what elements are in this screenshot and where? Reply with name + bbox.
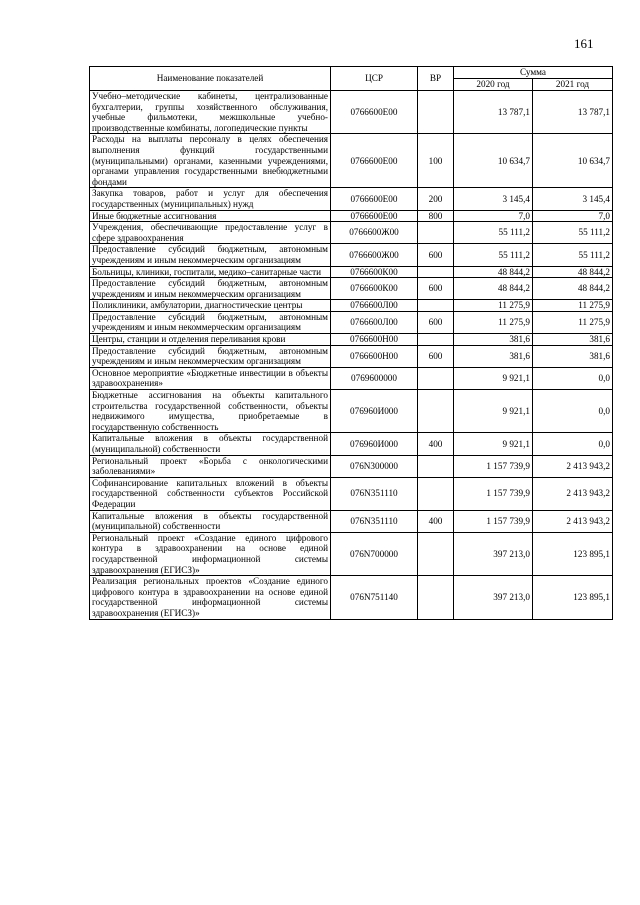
table-row <box>90 188 613 210</box>
row-csr: 076960И000 <box>331 433 418 455</box>
row-vr <box>418 390 454 433</box>
row-value-2020: 9 921,1 <box>454 367 533 389</box>
table-row <box>90 532 613 575</box>
row-value-2020: 48 844,2 <box>454 278 533 300</box>
row-name: Региональный проект «Борьба с онкологическими заболеваниями» <box>90 455 331 477</box>
row-vr: 600 <box>418 345 454 367</box>
row-name: Капитальные вложения в объекты государственной (муниципальной) собственности <box>90 433 331 455</box>
row-csr: 0769600000 <box>331 367 418 389</box>
row-csr: 076N351110 <box>331 510 418 532</box>
row-vr: 400 <box>418 433 454 455</box>
table-row <box>90 300 613 312</box>
row-value-2021: 381,6 <box>533 334 613 346</box>
row-name: Учреждения, обеспечивающие предоставление услуг в сфере здравоохранения <box>90 222 331 244</box>
row-csr: 0766600Н00 <box>331 345 418 367</box>
row-name: Больницы, клиники, госпитали, медико–санитарные части <box>90 266 331 278</box>
row-value-2021: 123 895,1 <box>533 532 613 575</box>
row-vr: 400 <box>418 510 454 532</box>
row-csr: 0766600Л00 <box>331 300 418 312</box>
row-value-2020: 55 111,2 <box>454 222 533 244</box>
table-row <box>90 367 613 389</box>
table-body <box>90 91 613 620</box>
header-csr: ЦСР <box>331 67 418 91</box>
row-name: Предоставление субсидий бюджетным, автономным учреждениям и иным некоммерческим организациям <box>90 278 331 300</box>
row-value-2020: 10 634,7 <box>454 134 533 188</box>
row-value-2021: 55 111,2 <box>533 244 613 266</box>
budget-table <box>89 66 613 620</box>
row-value-2020: 11 275,9 <box>454 300 533 312</box>
row-csr: 0766600Е00 <box>331 210 418 222</box>
row-vr: 100 <box>418 134 454 188</box>
row-vr <box>418 222 454 244</box>
row-name: Поликлиники, амбулатории, диагностические центры <box>90 300 331 312</box>
row-csr: 0766600К00 <box>331 266 418 278</box>
table-row <box>90 134 613 188</box>
row-value-2020: 397 213,0 <box>454 532 533 575</box>
row-csr: 0766600Е00 <box>331 91 418 134</box>
row-vr: 600 <box>418 311 454 333</box>
row-value-2021: 48 844,2 <box>533 266 613 278</box>
row-value-2020: 9 921,1 <box>454 433 533 455</box>
row-vr <box>418 477 454 510</box>
row-csr: 0766600Е00 <box>331 134 418 188</box>
row-value-2020: 11 275,9 <box>454 311 533 333</box>
row-csr: 0766600Е00 <box>331 188 418 210</box>
row-value-2020: 13 787,1 <box>454 91 533 134</box>
row-value-2021: 13 787,1 <box>533 91 613 134</box>
row-name: Предоставление субсидий бюджетным, автономным учреждениям и иным некоммерческим организациям <box>90 345 331 367</box>
row-value-2020: 381,6 <box>454 334 533 346</box>
row-name: Учебно–методические кабинеты, централизованные бухгалтерии, группы хозяйственного обслуживания, учебные фильмотеки, межшкольные учебно-производственные комбинаты, логопедические пункты <box>90 91 331 134</box>
row-csr: 0766600Ж00 <box>331 244 418 266</box>
row-vr <box>418 367 454 389</box>
row-name: Расходы на выплаты персоналу в целях обеспечения выполнения функций государственными (муниципальными) органами, казенными учреждениями, органами управления государственными внебюджетными фондами <box>90 134 331 188</box>
header-year-2020: 2020 год <box>454 79 533 91</box>
row-value-2021: 3 145,4 <box>533 188 613 210</box>
row-value-2020: 48 844,2 <box>454 266 533 278</box>
row-value-2021: 0,0 <box>533 367 613 389</box>
table-row <box>90 390 613 433</box>
row-csr: 076960И000 <box>331 390 418 433</box>
row-vr <box>418 334 454 346</box>
header-vr: ВР <box>418 67 454 91</box>
row-vr: 600 <box>418 278 454 300</box>
row-name: Капитальные вложения в объекты государственной (муниципальной) собственности <box>90 510 331 532</box>
row-csr: 076N300000 <box>331 455 418 477</box>
row-csr: 0766600Н00 <box>331 334 418 346</box>
row-name: Закупка товаров, работ и услуг для обеспечения государственных (муниципальных) нужд <box>90 188 331 210</box>
row-csr: 0766600К00 <box>331 278 418 300</box>
row-csr: 076N351110 <box>331 477 418 510</box>
row-value-2021: 48 844,2 <box>533 278 613 300</box>
table-row <box>90 210 613 222</box>
row-name: Основное мероприятие «Бюджетные инвестиции в объекты здравоохранения» <box>90 367 331 389</box>
page-number: 161 <box>574 36 594 51</box>
row-value-2020: 55 111,2 <box>454 244 533 266</box>
row-value-2021: 381,6 <box>533 345 613 367</box>
row-value-2020: 1 157 739,9 <box>454 477 533 510</box>
row-value-2021: 0,0 <box>533 433 613 455</box>
row-csr: 0766600Ж00 <box>331 222 418 244</box>
row-name: Бюджетные ассигнования на объекты капитального строительства государственной собственности, объекты недвижимого имущества, приобретаемые в государственную собственность <box>90 390 331 433</box>
row-name: Центры, станции и отделения переливания крови <box>90 334 331 346</box>
row-value-2020: 397 213,0 <box>454 576 533 619</box>
row-value-2021: 2 413 943,2 <box>533 510 613 532</box>
header-sum: Сумма <box>454 67 613 79</box>
row-vr: 800 <box>418 210 454 222</box>
table-row <box>90 222 613 244</box>
row-name: Реализация региональных проектов «Создание единого цифрового контура в здравоохранении на основе единой государственной информационной системы здравоохранения (ЕГИСЗ)» <box>90 576 331 619</box>
header-year-2021: 2021 год <box>533 79 613 91</box>
table-row <box>90 455 613 477</box>
row-vr: 200 <box>418 188 454 210</box>
table-row <box>90 244 613 266</box>
row-value-2021: 10 634,7 <box>533 134 613 188</box>
row-value-2020: 3 145,4 <box>454 188 533 210</box>
table-row <box>90 477 613 510</box>
row-value-2020: 1 157 739,9 <box>454 510 533 532</box>
row-value-2021: 2 413 943,2 <box>533 455 613 477</box>
row-value-2020: 7,0 <box>454 210 533 222</box>
row-value-2021: 2 413 943,2 <box>533 477 613 510</box>
row-value-2021: 0,0 <box>533 390 613 433</box>
row-name: Региональный проект «Создание единого цифрового контура в здравоохранении на основе единой государственной информационной системы здравоохранения (ЕГИСЗ)» <box>90 532 331 575</box>
row-value-2021: 11 275,9 <box>533 311 613 333</box>
row-value-2021: 11 275,9 <box>533 300 613 312</box>
table-row <box>90 91 613 134</box>
header-name: Наименование показателей <box>90 67 331 91</box>
row-value-2020: 1 157 739,9 <box>454 455 533 477</box>
row-value-2020: 9 921,1 <box>454 390 533 433</box>
row-vr <box>418 266 454 278</box>
table-row <box>90 433 613 455</box>
row-vr <box>418 455 454 477</box>
row-name: Иные бюджетные ассигнования <box>90 210 331 222</box>
row-value-2020: 381,6 <box>454 345 533 367</box>
row-value-2021: 123 895,1 <box>533 576 613 619</box>
row-name: Предоставление субсидий бюджетным, автономным учреждениям и иным некоммерческим организациям <box>90 311 331 333</box>
row-csr: 076N700000 <box>331 532 418 575</box>
table-row <box>90 510 613 532</box>
row-vr <box>418 91 454 134</box>
table-row <box>90 576 613 619</box>
row-value-2021: 7,0 <box>533 210 613 222</box>
table-row <box>90 311 613 333</box>
table-row <box>90 334 613 346</box>
row-vr <box>418 300 454 312</box>
row-csr: 0766600Л00 <box>331 311 418 333</box>
row-vr <box>418 576 454 619</box>
row-vr: 600 <box>418 244 454 266</box>
row-csr: 076N751140 <box>331 576 418 619</box>
row-name: Софинансирование капитальных вложений в объекты государственной собственности субъектов Российской Федерации <box>90 477 331 510</box>
row-vr <box>418 532 454 575</box>
row-name: Предоставление субсидий бюджетным, автономным учреждениям и иным некоммерческим организациям <box>90 244 331 266</box>
row-value-2021: 55 111,2 <box>533 222 613 244</box>
table-row <box>90 345 613 367</box>
table-row <box>90 278 613 300</box>
table-row <box>90 266 613 278</box>
